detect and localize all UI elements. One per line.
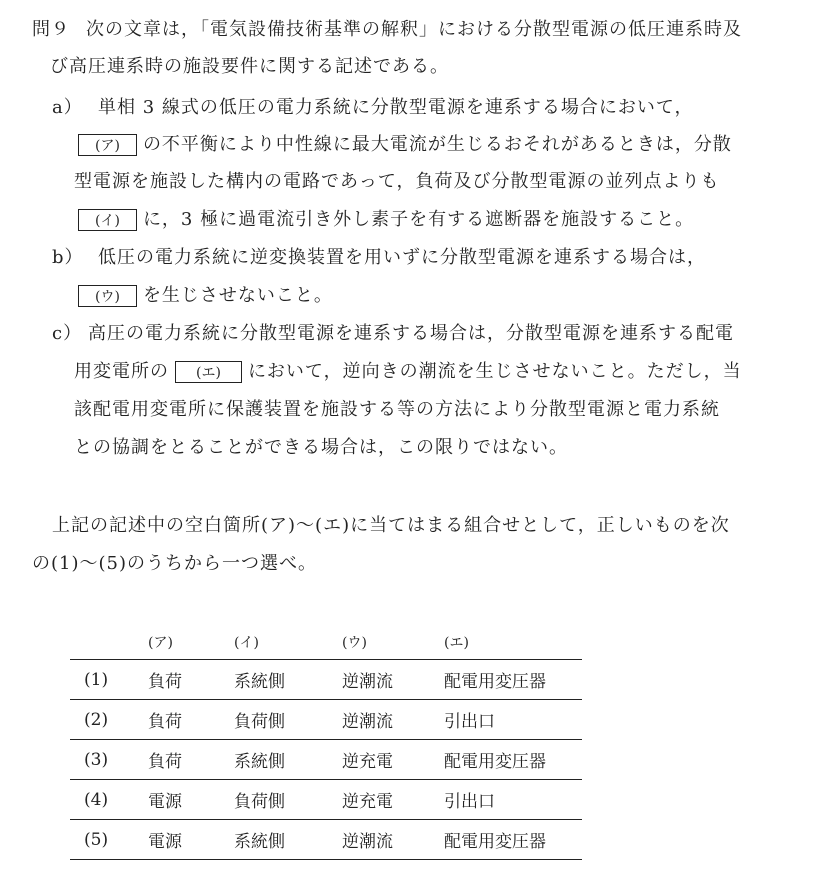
table-cell: 負荷 [147,700,233,740]
instruction-line-1: 上記の記述中の空白箇所(ア)～(エ)に当てはまる組合せとして，正しいものを次 [52,515,730,536]
table-cell: 逆潮流 [341,660,443,700]
item-b-line-1: 低圧の電力系統に逆変換装置を用いずに分散型電源を連系する場合は， [98,247,706,268]
table-row [70,660,582,700]
table-row [70,700,582,740]
item-a-line-3: 型電源を施設した構内の電路であって，負荷及び分散型電源の並列点よりも [74,171,720,192]
item-a-line-4: (イ) に，3 極に過電流引き外し素子を有する遮断器を施設すること。 [72,208,694,232]
header-cell: (ウ) [342,635,367,651]
table-cell: 逆充電 [341,740,443,780]
table-cell: 負荷 [147,660,233,700]
item-c-line-1: 高圧の電力系統に分散型電源を連系する場合は，分散型電源を連系する配電 [88,323,734,344]
table-header-row [70,625,582,660]
table-cell: 逆潮流 [341,820,443,860]
table-cell: 負荷 [147,740,233,780]
table-cell: 逆充電 [341,780,443,820]
blank-e: (エ) [175,361,242,383]
blank-a: (ア) [78,134,137,156]
choice-number: (1) [70,660,147,700]
table-cell: 引出口 [443,780,582,820]
table-row [70,820,582,860]
table-cell: 負荷側 [233,780,341,820]
table-cell: 系統側 [233,660,341,700]
blank-i: (イ) [78,209,137,231]
question-line-2: び高圧連系時の施設要件に関する記述である。 [50,56,449,77]
choice-number: (4) [70,780,147,820]
table-cell: 電源 [147,820,233,860]
table-cell: 電源 [147,780,233,820]
item-c-marker: c） [52,323,83,344]
item-b-line-2: (ウ) を生じさせないこと。 [72,284,333,308]
item-a-line-1: 単相 3 線式の低圧の電力系統に分散型電源を連系する場合において， [98,97,694,118]
header-cell [70,625,147,660]
table-cell: 配電用変圧器 [443,660,582,700]
item-a-marker: a） [52,97,83,118]
table-cell: 配電用変圧器 [443,740,582,780]
item-c-line-3: 該配電用変電所に保護装置を施設する等の方法により分散型電源と電力系統 [74,399,720,420]
item-a-line-2: (ア) の不平衡により中性線に最大電流が生じるおそれがあるときは，分散 [72,133,732,157]
item-c-line-4: との協調をとることができる場合は，この限りではない。 [74,437,568,458]
choice-number: (2) [70,700,147,740]
table-cell: 系統側 [233,740,341,780]
instruction-line-2: の(1)～(5)のうちから一つ選べ。 [32,553,317,574]
answer-table [70,625,582,860]
header-cell: (エ) [444,635,469,651]
table-cell: 配電用変圧器 [443,820,582,860]
header-cell: (イ) [234,635,259,651]
table-cell: 負荷側 [233,700,341,740]
item-c-line-2: 用変電所の (エ) において，逆向きの潮流を生じさせないこと。ただし，当 [74,361,742,382]
table-row [70,740,582,780]
header-cell: (ア) [148,635,173,651]
table-cell: 系統側 [233,820,341,860]
table-row [70,780,582,820]
question-line-1: 次の文章は，「電気設備技術基準の解釈」における分散型電源の低圧連系時及 [86,19,742,40]
question-number: 問９ [32,19,70,40]
item-b-marker: b） [52,247,84,268]
choice-number: (5) [70,820,147,860]
table-cell: 逆潮流 [341,700,443,740]
table-cell: 引出口 [443,700,582,740]
blank-u: (ウ) [78,285,137,307]
choice-number: (3) [70,740,147,780]
